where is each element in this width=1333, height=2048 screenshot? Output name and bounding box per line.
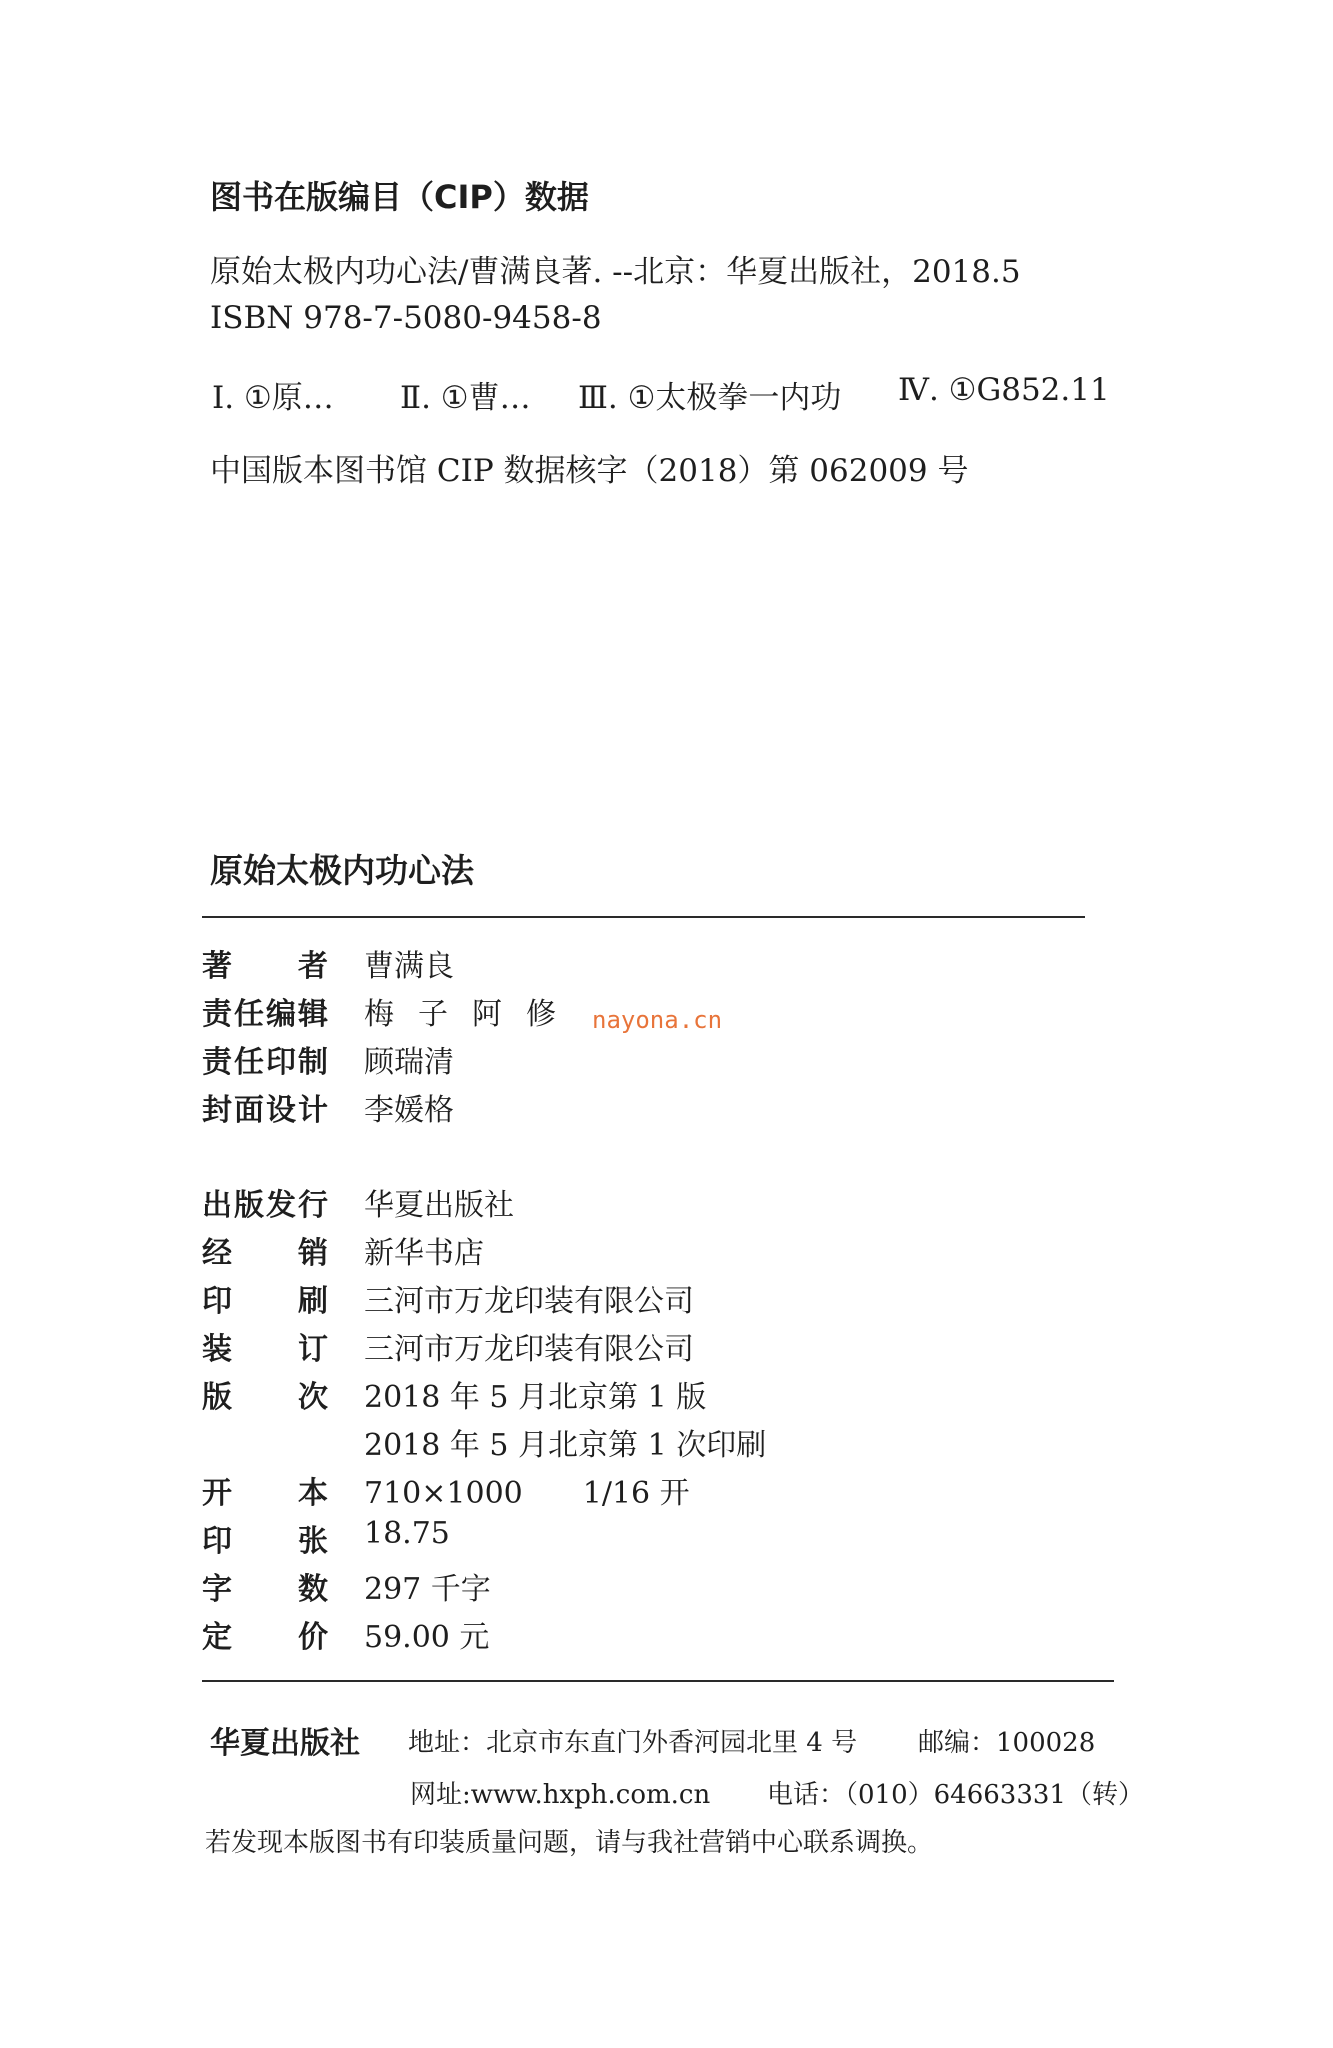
cip-title-line: 原始太极内功心法/曹满良著. --北京：华夏出版社，2018.5 bbox=[210, 254, 1021, 290]
production-label: 字数 bbox=[202, 1572, 328, 1607]
production-label: 版次 bbox=[202, 1380, 328, 1415]
divider bbox=[202, 1680, 1114, 1682]
credit-value: 李媛格 bbox=[364, 1093, 454, 1128]
classification-item: Ⅳ. ①G852.11 bbox=[898, 372, 1110, 408]
production-value: 710×1000 1/16 开 bbox=[364, 1476, 690, 1511]
publisher-name: 华夏出版社 bbox=[210, 1726, 360, 1761]
production-value: 三河市万龙印装有限公司 bbox=[364, 1284, 694, 1319]
production-value: 59.00 元 bbox=[364, 1620, 490, 1655]
classification-item: Ⅲ. ①太极拳一内功 bbox=[578, 380, 842, 416]
production-label: 经销 bbox=[202, 1236, 328, 1271]
publisher-website: 网址:www.hxph.com.cn bbox=[410, 1780, 711, 1810]
production-label: 开本 bbox=[202, 1476, 328, 1511]
credit-label: 责任编辑 bbox=[202, 997, 328, 1032]
book-title: 原始太极内功心法 bbox=[210, 851, 474, 890]
production-value: 18.75 bbox=[364, 1516, 450, 1551]
production-value: 新华书店 bbox=[364, 1236, 484, 1271]
publisher-postcode: 邮编：100028 bbox=[918, 1728, 1096, 1758]
production-value: 2018 年 5 月北京第 1 版 bbox=[364, 1380, 707, 1415]
production-value: 三河市万龙印装有限公司 bbox=[364, 1332, 694, 1367]
production-label: 出版发行 bbox=[202, 1188, 328, 1223]
production-value: 2018 年 5 月北京第 1 次印刷 bbox=[364, 1428, 767, 1463]
watermark: nayona.cn bbox=[592, 1006, 723, 1034]
cip-verification: 中国版本图书馆 CIP 数据核字（2018）第 062009 号 bbox=[210, 453, 969, 489]
quality-notice: 若发现本版图书有印装质量问题，请与我社营销中心联系调换。 bbox=[205, 1828, 934, 1858]
production-label: 印刷 bbox=[202, 1284, 328, 1319]
credit-value: 梅子阿修 bbox=[364, 997, 580, 1032]
credit-value: 曹满良 bbox=[364, 949, 454, 984]
credit-label: 著者 bbox=[202, 949, 328, 984]
production-label: 装订 bbox=[202, 1332, 328, 1367]
production-value: 297 千字 bbox=[364, 1572, 491, 1607]
classification-item: Ⅱ. ①曹… bbox=[400, 380, 531, 416]
cip-heading: 图书在版编目（CIP）数据 bbox=[210, 178, 589, 216]
credit-label: 封面设计 bbox=[202, 1093, 328, 1128]
publisher-phone: 电话：（010）64663331（转） bbox=[767, 1780, 1144, 1810]
cip-isbn: ISBN 978-7-5080-9458-8 bbox=[210, 300, 602, 336]
production-label: 定价 bbox=[202, 1620, 328, 1655]
divider bbox=[202, 916, 1085, 918]
credit-value: 顾瑞清 bbox=[364, 1045, 454, 1080]
production-value: 华夏出版社 bbox=[364, 1188, 514, 1223]
production-label: 印张 bbox=[202, 1524, 328, 1559]
credit-label: 责任印制 bbox=[202, 1045, 328, 1080]
publisher-address: 地址：北京市东直门外香河园北里 4 号 bbox=[408, 1728, 858, 1758]
classification-item: Ⅰ. ①原… bbox=[212, 380, 334, 416]
